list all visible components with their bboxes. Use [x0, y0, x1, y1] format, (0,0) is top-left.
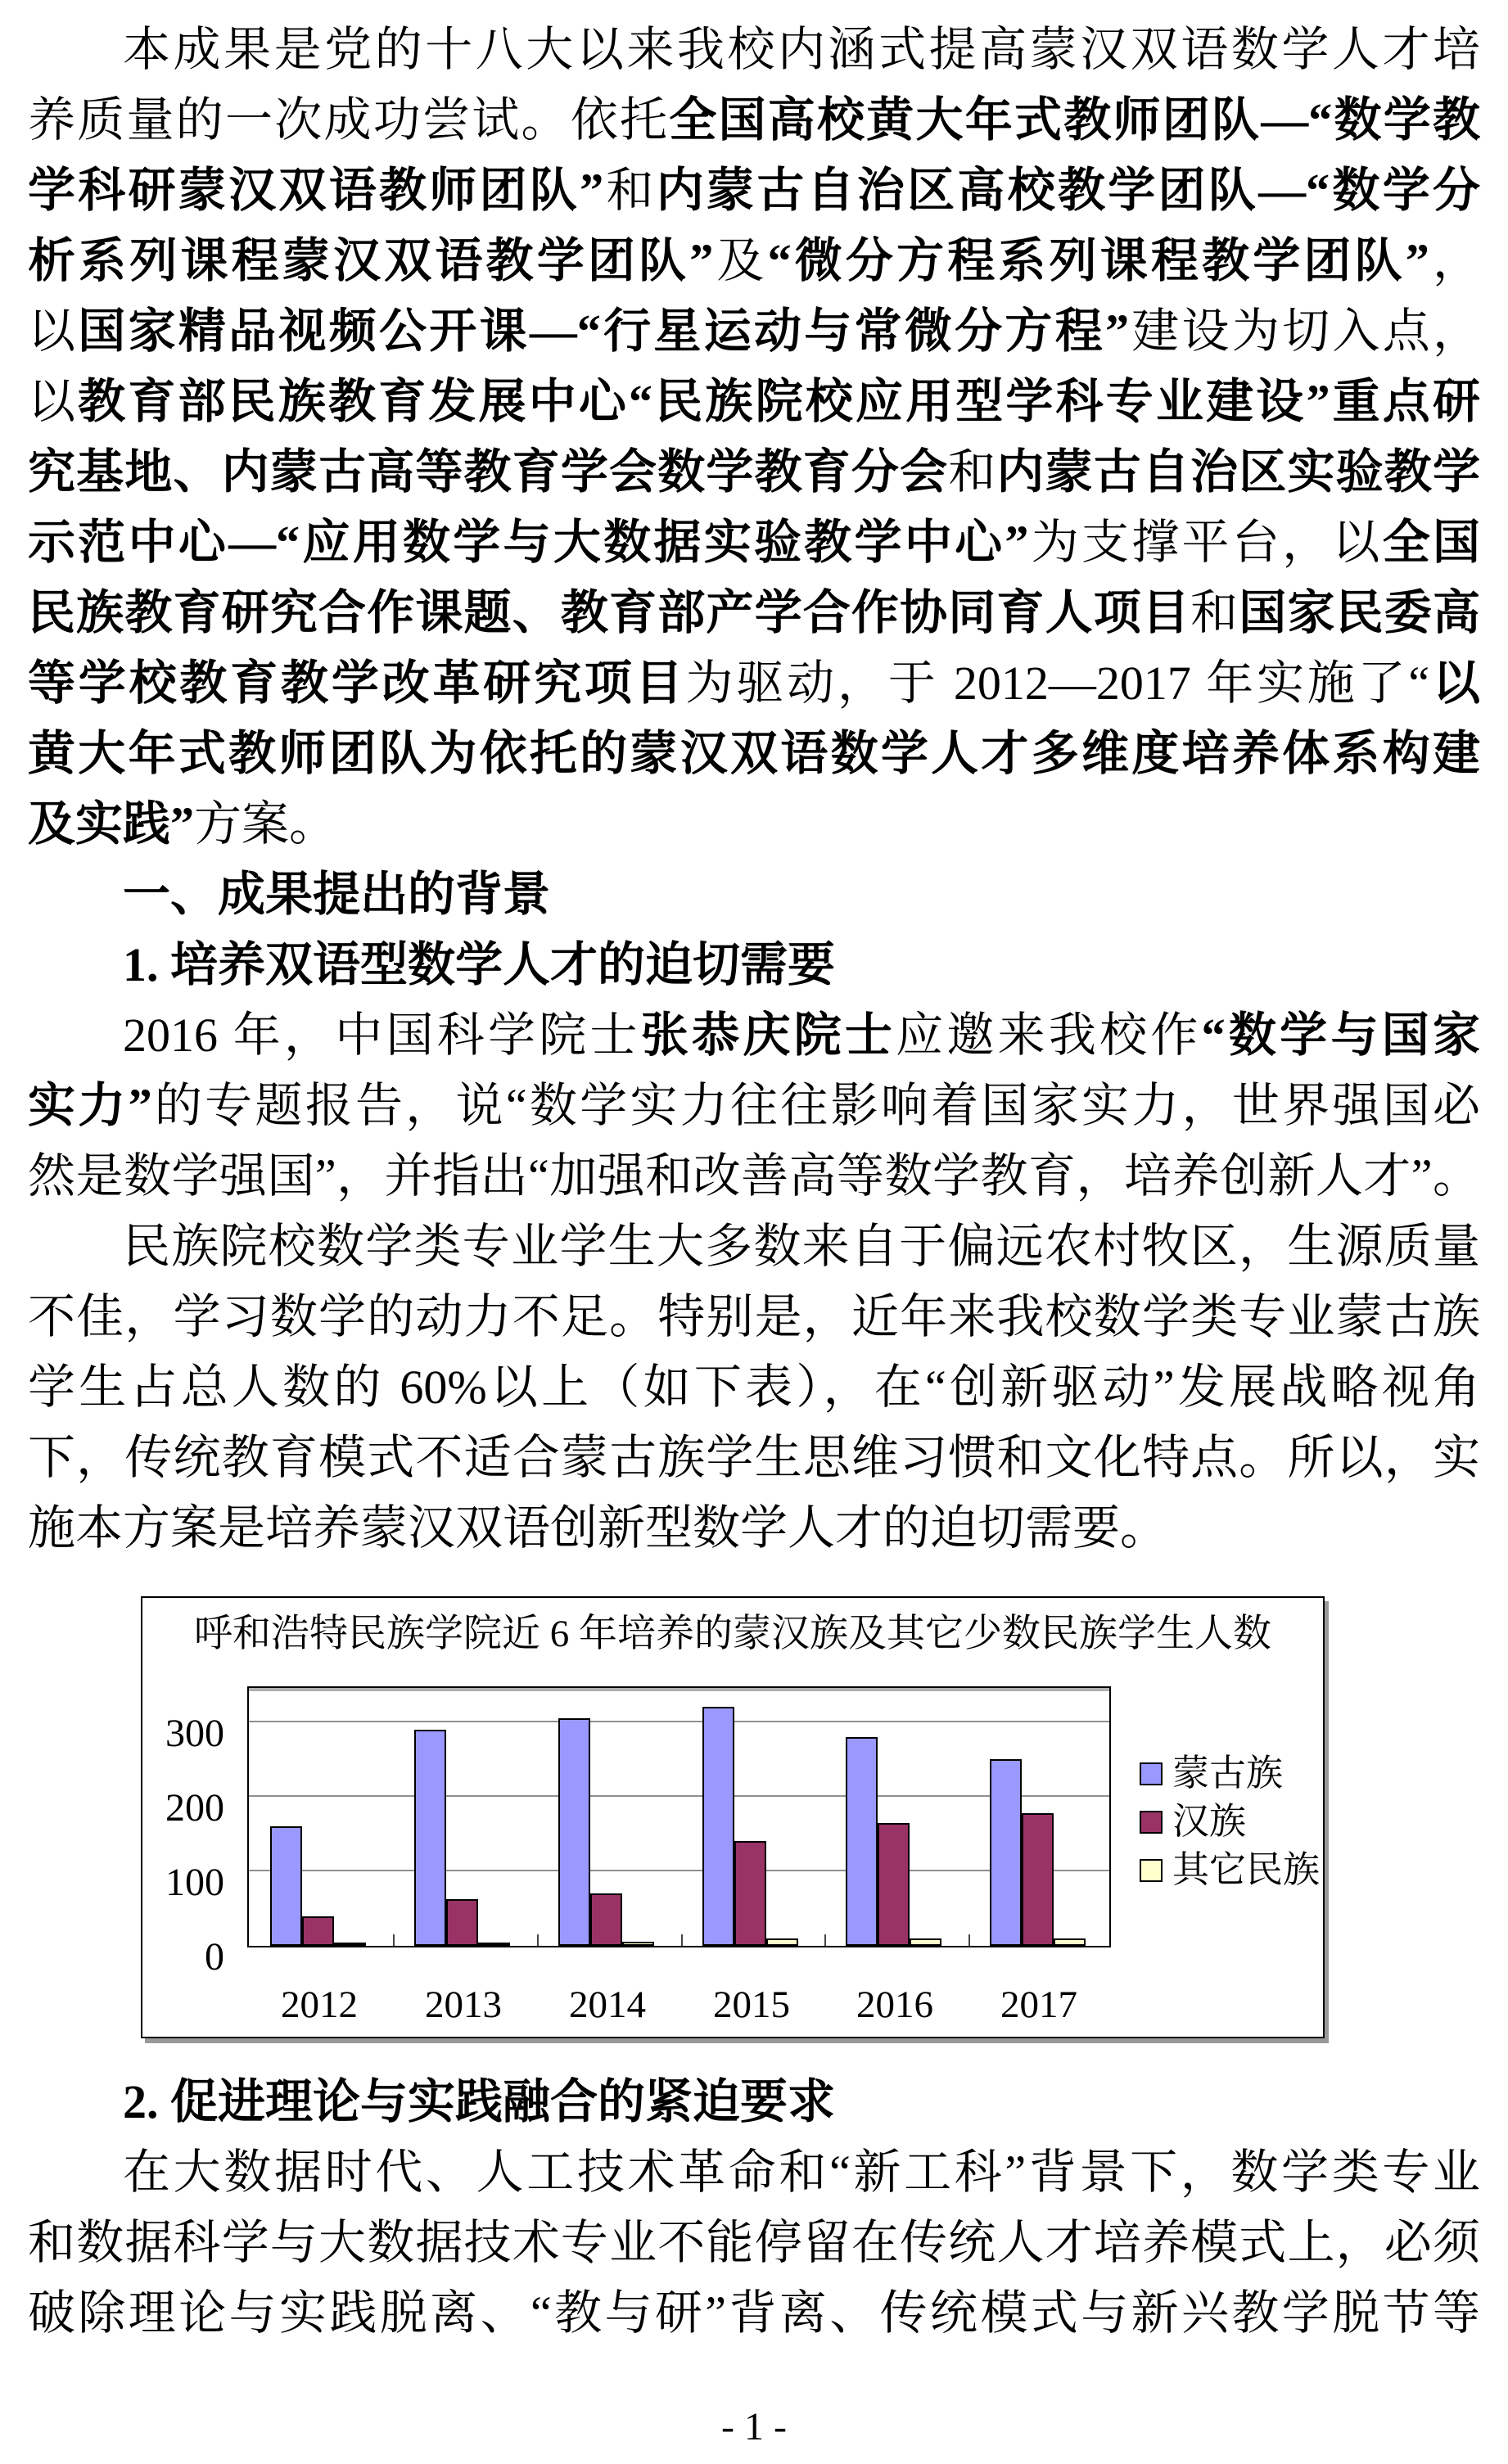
text-line — [28, 85, 1480, 156]
text-line — [28, 789, 1480, 860]
bold-text-segment: 全国高校黄大年式教师团队—“数学教 — [669, 93, 1480, 147]
bar-蒙古族-2012 — [270, 1826, 302, 1946]
text-line — [28, 15, 1480, 85]
chart-legend — [1140, 1749, 1320, 1894]
bar-汉族-2015 — [734, 1841, 766, 1946]
text-segment: 民族院校数学类专业学生大多数来自于偏远农村牧区，生源质量 — [123, 1220, 1480, 1273]
bold-text-segment: 2. 促进理论与实践融合的紧迫要求 — [123, 2075, 836, 2128]
x-axis-tick — [537, 1934, 539, 1946]
text-segment: 的专题报告，说“数学实力往往影响着国家实力，世界强国必 — [151, 1079, 1480, 1132]
text-line — [28, 437, 1480, 508]
text-segment: 和 — [1190, 586, 1239, 639]
y-axis-label-200: 200 — [165, 1786, 224, 1830]
text-line — [28, 860, 1480, 930]
bold-text-segment: 黄大年式教师团队为依托的蒙汉双语数学人才多维度培养体系构建 — [28, 727, 1480, 780]
chart-title: 呼和浩特民族学院近 6 年培养的蒙汉族及其它少数民族学生人数 — [194, 1613, 1271, 1655]
text-segment: 学生占总人数的 60%以上（如下表），在“创新驱动”发展战略视角 — [28, 1361, 1480, 1414]
legend-swatch-icon — [1140, 1811, 1163, 1834]
text-segment: 建设为切入点， — [1128, 305, 1480, 358]
text-line — [28, 1141, 1480, 1212]
text-segment: 然是数学强国”，并指出“加强和改善高等数学教育，培养创新人才”。 — [28, 1149, 1480, 1203]
text-segment: 应邀来我校作 — [896, 1009, 1202, 1062]
text-segment: 在大数据时代、人工技术革命和“新工科”背景下，数学类专业 — [123, 2146, 1480, 2199]
y-axis-label-300: 300 — [165, 1712, 224, 1755]
text-segment: 和 — [603, 164, 657, 217]
text-segment: 以 — [28, 305, 79, 358]
bold-text-segment: 民族教育研究合作课题、教育部产学合作协同育人项目 — [28, 586, 1191, 639]
x-axis-label-2014: 2014 — [569, 1983, 646, 2026]
bar-蒙古族-2017 — [990, 1759, 1022, 1946]
x-axis-label-2015: 2015 — [713, 1983, 790, 2026]
text-line — [28, 1071, 1480, 1141]
text-line — [28, 930, 1480, 1000]
legend-swatch-icon — [1140, 1859, 1163, 1882]
bold-text-segment: 全国 — [1382, 516, 1480, 569]
x-axis-tick — [681, 1934, 683, 1946]
bar-汉族-2014 — [590, 1893, 622, 1946]
text-line — [28, 226, 1480, 296]
text-line — [28, 1493, 1480, 1564]
bar-汉族-2016 — [878, 1823, 910, 1946]
body-text-block — [28, 15, 1480, 1564]
bar-其它民族-2012 — [334, 1943, 366, 1946]
text-line — [28, 1000, 1480, 1071]
bold-text-segment: 国家精品视频公开课—“行星运动与常微分方程” — [78, 305, 1129, 358]
text-segment: 养质量的一次成功尝试。依托 — [28, 93, 670, 147]
bold-text-segment: 内蒙古自治区高校教学团队—“数学分 — [656, 164, 1480, 217]
text-segment: 下，传统教育模式不适合蒙古族学生思维习惯和文化特点。所以，实 — [28, 1431, 1480, 1484]
x-axis-label-2013: 2013 — [425, 1983, 502, 2026]
bar-蒙古族-2016 — [846, 1737, 878, 1946]
text-segment: 施本方案是培养蒙汉双语创新型数学人才的迫切需要。 — [28, 1501, 1168, 1555]
bold-text-segment: 以 — [1429, 657, 1480, 710]
text-line — [28, 648, 1480, 719]
bar-汉族-2017 — [1022, 1813, 1054, 1946]
bold-text-segment: 一、成果提出的背景 — [123, 868, 551, 921]
legend-swatch-icon — [1140, 1762, 1163, 1785]
y-axis-label-100: 100 — [165, 1861, 224, 1904]
bar-其它民族-2016 — [910, 1938, 941, 1946]
bar-蒙古族-2015 — [702, 1707, 734, 1946]
bold-text-segment: 示范中心—“应用数学与大数据实验教学中心” — [28, 516, 1029, 569]
text-line — [28, 1282, 1480, 1352]
text-line — [28, 2137, 1480, 2208]
page-number: - 1 - — [721, 2405, 787, 2448]
bold-text-segment: 1. 培养双语型数学人才的迫切需要 — [123, 938, 836, 991]
text-line — [28, 578, 1480, 648]
bold-text-segment: “数学与国家 — [1201, 1009, 1480, 1062]
text-line — [28, 2278, 1480, 2349]
text-segment: 为驱动，于 2012—2017 年实施了“ — [685, 657, 1430, 710]
text-line — [28, 156, 1480, 226]
bar-汉族-2012 — [302, 1916, 334, 1946]
bold-text-segment: 等学校教育教学改革研究项目 — [28, 657, 686, 710]
text-line — [28, 719, 1480, 789]
bold-text-segment: 张恭庆院士 — [640, 1009, 896, 1062]
text-line — [28, 367, 1480, 437]
bar-其它民族-2013 — [478, 1943, 510, 1946]
bar-其它民族-2015 — [766, 1938, 798, 1946]
text-segment: 及 — [713, 234, 768, 287]
legend-label: 汉族 — [1172, 1801, 1247, 1842]
legend-item-其它民族 — [1140, 1846, 1320, 1894]
bold-text-segment: 及实践” — [28, 797, 195, 851]
x-axis-label-2012: 2012 — [281, 1983, 358, 2026]
text-segment: 和数据科学与大数据技术专业不能停留在传统人才培养模式上，必须 — [28, 2216, 1480, 2269]
legend-item-汉族 — [1140, 1798, 1320, 1846]
text-line — [28, 296, 1480, 367]
text-segment: 2016 年，中国科学院士 — [123, 1009, 641, 1062]
x-axis-tick — [824, 1934, 826, 1946]
text-segment: ， — [1429, 234, 1480, 287]
bold-text-segment: 析系列课程蒙汉双语教学团队” — [28, 234, 714, 287]
bar-其它民族-2017 — [1054, 1938, 1086, 1946]
gridline-300 — [249, 1721, 1109, 1722]
bold-text-segment: 教育部民族教育发展中心“民族院校应用型学科专业建设”重点研 — [78, 375, 1480, 428]
x-axis-tick — [968, 1934, 970, 1946]
x-axis-tick — [393, 1934, 395, 1946]
bold-text-segment: 究基地、内蒙古高等教育学会数学教育分会 — [28, 445, 949, 499]
bar-chart — [141, 1596, 1325, 2038]
text-segment: 不佳，学习数学的动力不足。特别是，近年来我校数学类专业蒙古族 — [28, 1290, 1480, 1343]
bold-text-segment: 实力” — [28, 1079, 152, 1132]
bold-text-segment: “微分方程系列课程教学团队” — [767, 234, 1429, 287]
bar-蒙古族-2014 — [558, 1718, 590, 1946]
gridline-100 — [249, 1870, 1109, 1871]
text-line — [28, 1352, 1480, 1423]
text-segment: 以 — [28, 375, 79, 428]
bold-text-segment: 内蒙古自治区实验教学 — [996, 445, 1480, 499]
text-segment: 本成果是党的十八大以来我校内涵式提高蒙汉双语数学人才培 — [123, 23, 1480, 76]
text-line — [28, 2067, 1480, 2137]
gridline-200 — [249, 1795, 1109, 1797]
legend-label: 蒙古族 — [1172, 1753, 1284, 1794]
bar-汉族-2013 — [446, 1899, 478, 1946]
text-segment: 为支撑平台，以 — [1028, 516, 1383, 569]
bar-蒙古族-2013 — [414, 1730, 446, 1946]
x-axis-label-2017: 2017 — [1000, 1983, 1077, 2026]
y-axis-label-0: 0 — [205, 1935, 224, 1979]
text-segment: 和 — [948, 445, 997, 499]
text-segment: 方案。 — [194, 797, 337, 851]
bold-text-segment: 学科研蒙汉双语教师团队” — [28, 164, 604, 217]
body-text-block — [28, 2067, 1480, 2349]
legend-label: 其它民族 — [1172, 1849, 1321, 1890]
text-line — [28, 1423, 1480, 1493]
x-axis-label-2016: 2016 — [856, 1983, 933, 2026]
text-segment: 破除理论与实践脱离、“教与研”背离、传统模式与新兴教学脱节等 — [28, 2286, 1480, 2340]
bar-其它民族-2014 — [622, 1942, 654, 1946]
text-line — [28, 508, 1480, 578]
text-line — [28, 2208, 1480, 2278]
plot-top-shade — [249, 1688, 1109, 1691]
text-line — [28, 1212, 1480, 1282]
bold-text-segment: 国家民委高 — [1239, 586, 1480, 639]
plot-area — [247, 1686, 1111, 1947]
legend-item-蒙古族 — [1140, 1749, 1320, 1798]
